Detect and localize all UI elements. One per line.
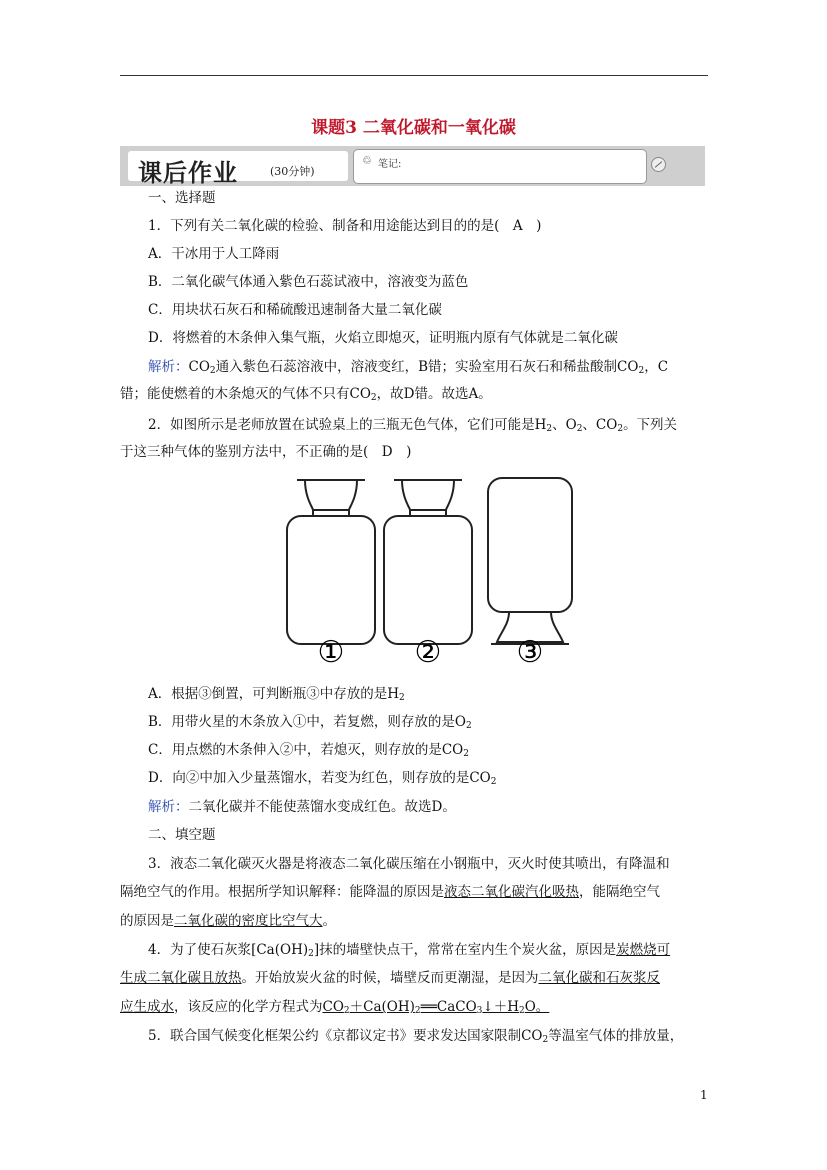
- q1-analysis: 解析：$CO_2$通入紫色石蕊溶液中，溶液变红，B错；实验室用石灰石和稀盐酸制$CO_2$，C: [148, 359, 669, 376]
- text: ，能隔绝空气: [579, 884, 660, 900]
- text: 隔绝空气的作用。根据所学知识解释：能降温的原因是: [120, 884, 444, 900]
- answer: 二氧化碳和石灰浆反: [538, 970, 660, 986]
- text: ，故D错。故选A。: [376, 386, 492, 402]
- text: 错；能使燃着的木条熄灭的气体不只有CO: [120, 386, 371, 402]
- text: 2．如图所示是老师放置在试验桌上的三瓶无色气体，它们可能是H: [148, 417, 547, 433]
- text: 、CO: [582, 417, 618, 433]
- text: 。: [322, 913, 336, 929]
- text: D．向②中加入少量蒸馏水，若变为红色，则存放的是CO: [148, 770, 491, 786]
- section-heading: 一、选择题: [148, 190, 216, 206]
- bottle-label-3: ③: [516, 635, 544, 670]
- text: CO: [322, 999, 344, 1015]
- homework-banner: [120, 146, 705, 186]
- text: 。开始放炭火盆的时候，墙壁反而更潮湿，是因为: [241, 970, 539, 986]
- text: 。下列关: [623, 417, 678, 433]
- q2-option-d: D．向②中加入少量蒸馏水，若变为红色，则存放的是$CO_2$: [148, 770, 497, 787]
- analysis-label: 解析：: [148, 799, 189, 815]
- banner-duration: (30分钟): [270, 165, 315, 178]
- text: 、O: [552, 417, 577, 433]
- text: A．根据③倒置，可判断瓶③中存放的是H: [148, 686, 400, 702]
- banner-heading: 课后作业: [138, 159, 238, 187]
- q2-stem-cont: 于这三种气体的鉴别方法中，不正确的是( D ): [120, 444, 412, 460]
- text: O。: [524, 999, 550, 1015]
- bottle-2: [384, 480, 472, 644]
- text: 4．为了使石灰浆[Ca(OH): [148, 942, 309, 958]
- q3-line-3: [120, 911, 710, 931]
- text: ，C: [644, 359, 669, 375]
- q4-line-3: [120, 997, 710, 1021]
- answer: 生成二氧化碳且放热: [120, 970, 242, 986]
- answer: 应生成水: [120, 999, 174, 1015]
- bottle-label-2: ②: [414, 635, 442, 670]
- text: ]抹的墙壁快点干，常常在室内生个炭火盆，原因是: [313, 942, 617, 958]
- q1-option-b: B．二氧化碳气体通入紫色石蕊试液中，溶液变为蓝色: [148, 274, 469, 290]
- page-title: 课题3 二氧化碳和一氧化碳: [311, 118, 516, 138]
- text: 5．联合国气候变化框架公约《京都议定书》要求发达国家限制CO: [148, 1028, 543, 1044]
- answer: 液态二氧化碳汽化吸热: [444, 884, 579, 900]
- text: 的原因是: [120, 913, 174, 929]
- q3-line-2: [120, 882, 710, 902]
- page-number: 1: [700, 1088, 708, 1102]
- q1-option-c: C．用块状石灰石和稀硫酸迅速制备大量二氧化碳: [148, 302, 442, 318]
- text: ，该反应的化学方程式为: [174, 999, 323, 1015]
- notes-field[interactable]: [353, 149, 647, 184]
- text: B．用带火星的木条放入①中，若复燃，则存放的是O: [148, 714, 466, 730]
- pin-icon: [651, 157, 666, 172]
- q1-analysis-cont: 错；能使燃着的木条熄灭的气体不只有$CO_2$，故D错。故选A。: [120, 386, 492, 403]
- q1-option-a: A．干冰用于人工降雨: [148, 246, 280, 262]
- text: C．用点燃的木条伸入②中，若熄灭，则存放的是CO: [148, 742, 464, 758]
- q1-option-d: D．将燃着的木条伸入集气瓶，火焰立即熄灭，证明瓶内原有气体就是二氧化碳: [148, 330, 618, 346]
- text: ↓＋H: [482, 999, 519, 1015]
- header-rule: [120, 75, 708, 76]
- bottles-figure: [283, 476, 573, 671]
- analysis-label: 解析：: [148, 359, 189, 375]
- notes-label: 笔记:: [378, 159, 402, 170]
- equation: $CO_2+Ca(OH)_2══CaCO_3↓+H_2O$。: [322, 999, 550, 1016]
- text: 等温室气体的排放量，: [548, 1028, 684, 1044]
- recycle-icon: ♲: [362, 154, 372, 167]
- bottle-label-1: ①: [317, 635, 345, 670]
- section-heading-2: 二、填空题: [148, 827, 216, 843]
- q2-option-c: C．用点燃的木条伸入②中，若熄灭，则存放的是$CO_2$: [148, 742, 469, 759]
- bottle-3: [488, 478, 572, 644]
- answer: 炭燃烧可: [616, 942, 671, 958]
- bottle-1: [287, 480, 375, 644]
- q4-line-1: 4．为了使石灰浆$[Ca(OH)_2]$抹的墙壁快点干，常常在室内生个炭火盆，原因是炭燃烧可: [148, 942, 671, 959]
- q2-option-b: B．用带火星的木条放入①中，若复燃，则存放的是$O_2$: [148, 714, 472, 731]
- q2-option-a: A．根据③倒置，可判断瓶③中存放的是$H_2$: [148, 686, 405, 703]
- q2-analysis: [120, 797, 738, 817]
- banner-label: [128, 151, 348, 187]
- text: 二氧化碳并不能使蒸馏水变成红色。故选D。: [188, 799, 456, 815]
- text: ══CaCO: [420, 999, 477, 1015]
- q1-stem: 1．下列有关二氧化碳的检验、制备和用途能达到目的的是( A ): [148, 218, 542, 234]
- text: CO: [188, 359, 210, 375]
- q5-line-1: 5．联合国气候变化框架公约《京都议定书》要求发达国家限制$CO_2$等温室气体的排放量，: [148, 1028, 684, 1045]
- answer: 二氧化碳的密度比空气大: [174, 913, 323, 929]
- text: ＋Ca(OH): [349, 999, 415, 1015]
- text: 通入紫色石蕊溶液中，溶液变红，B错；实验室用石灰石和稀盐酸制CO: [215, 359, 639, 375]
- q3-line-1: 3．液态二氧化碳灭火器是将液态二氧化碳压缩在小钢瓶中，灭火时使其喷出，有降温和: [148, 856, 670, 872]
- q2-stem: 2．如图所示是老师放置在试验桌上的三瓶无色气体，它们可能是$H_2$、$O_2$、$CO_2$。下列关: [148, 417, 678, 434]
- q4-line-2: [120, 968, 710, 988]
